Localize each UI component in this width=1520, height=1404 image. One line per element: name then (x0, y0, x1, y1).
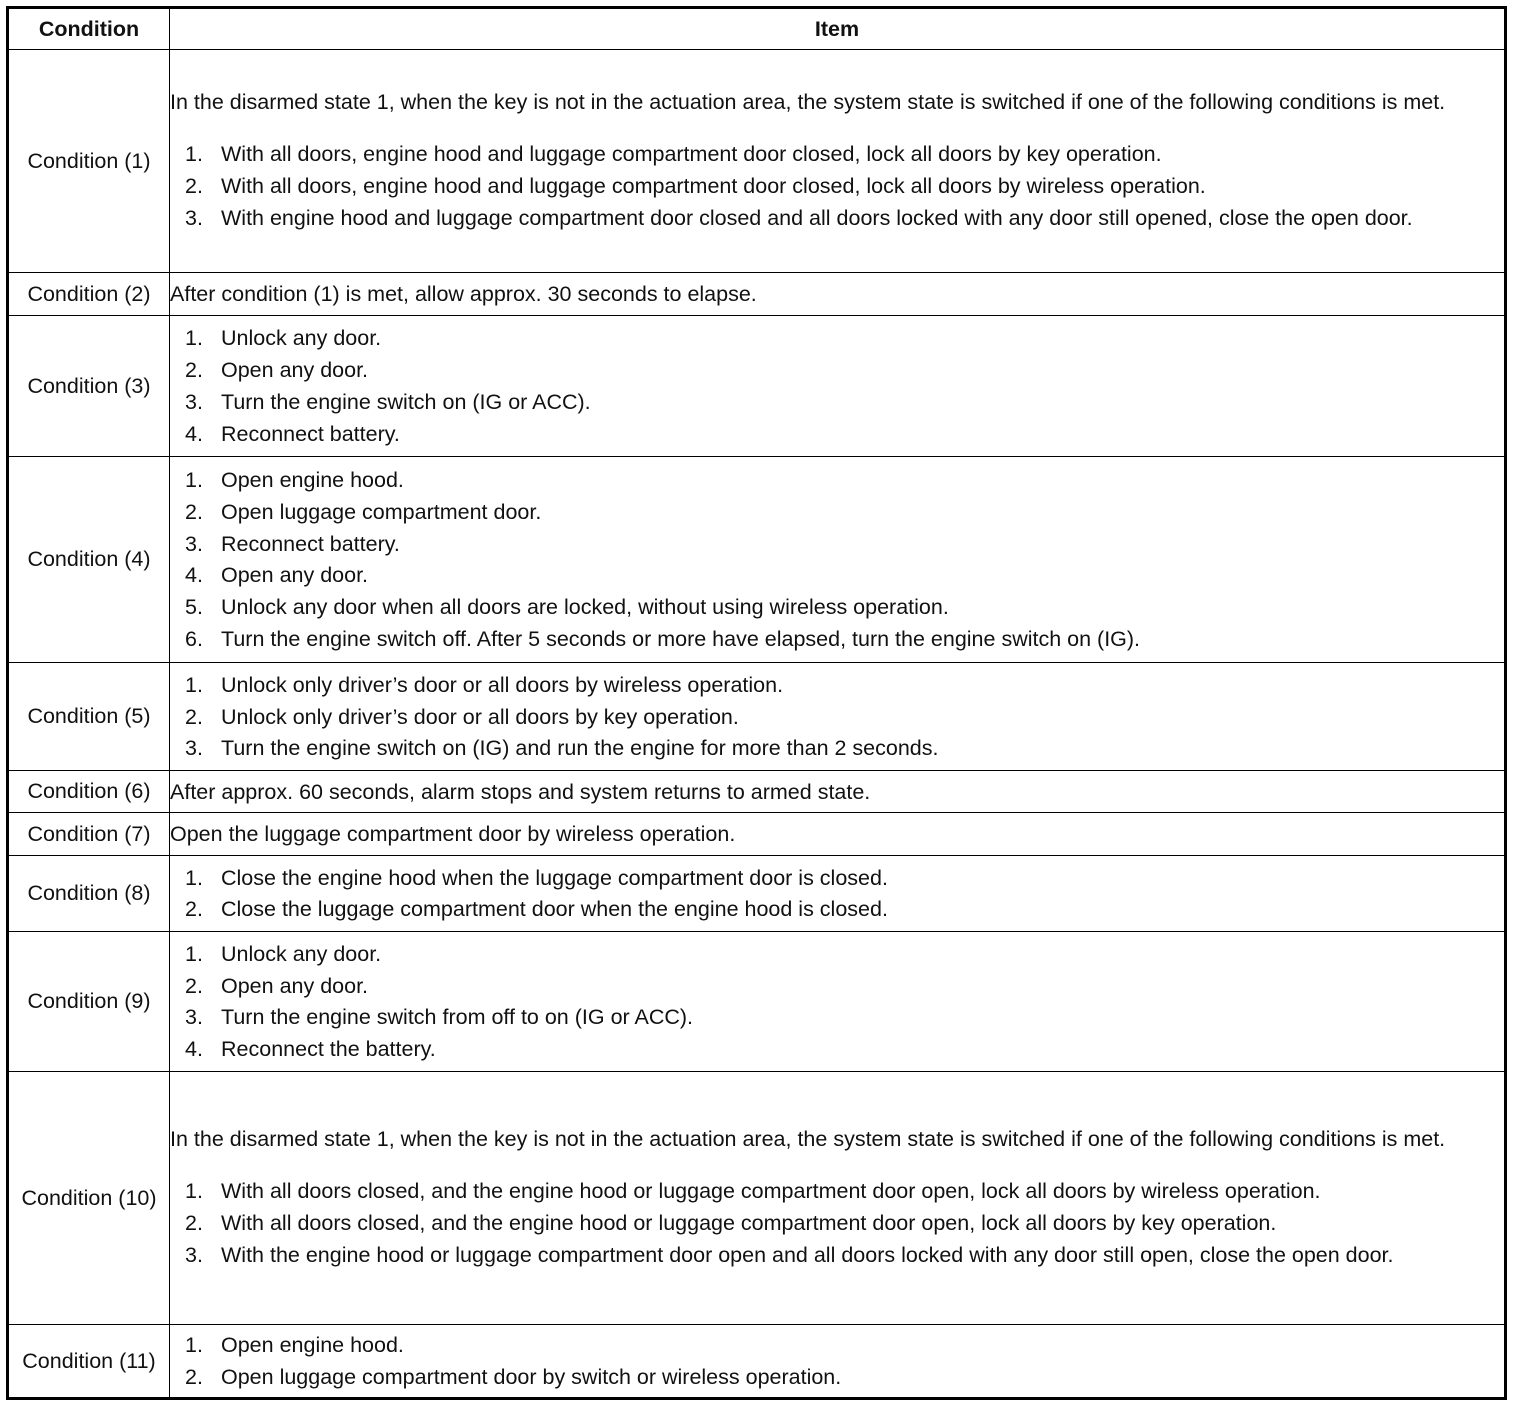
item-list (170, 1176, 1504, 1270)
item-cell (170, 856, 1506, 932)
condition-label: Condition (7) (27, 821, 151, 846)
list-item: 2. Open any door. (185, 358, 369, 383)
header-item: Item (170, 8, 1506, 50)
header-condition: Condition (8, 8, 170, 50)
table-row (8, 273, 1506, 316)
condition-label: Condition (1) (27, 148, 151, 173)
condition-label: Condition (6) (27, 779, 151, 804)
item-text: After condition (1) is met, allow approx. 30 seconds to elapse. (170, 282, 757, 306)
item-cell (170, 457, 1506, 663)
item-list (170, 139, 1504, 233)
list-item: 2. Close the luggage compartment door when the engine hood is closed. (185, 897, 888, 922)
condition-cell (8, 273, 170, 316)
item-cell (170, 1325, 1506, 1399)
item-cell (170, 813, 1506, 856)
condition-label: Condition (11) (22, 1348, 156, 1373)
list-item: 3. With the engine hood or luggage compartment door open and all doors locked with any door still open, close the open door. (185, 1242, 1394, 1267)
condition-cell (8, 856, 170, 932)
item-list (170, 1330, 1504, 1392)
list-item: 5. Unlock any door when all doors are locked, without using wireless operation. (185, 595, 949, 620)
list-item: 3. Turn the engine switch from off to on (IG or ACC). (185, 1005, 694, 1030)
list-item: 3. Turn the engine switch on (IG or ACC). (185, 389, 591, 414)
list-item: 6. Turn the engine switch off. After 5 seconds or more have elapsed, turn the engine switch on (IG). (185, 626, 1141, 651)
item-cell (170, 1072, 1506, 1325)
list-item: 1. Close the engine hood when the luggage compartment door is closed. (185, 865, 888, 890)
list-item: 2. Open any door. (185, 973, 369, 998)
list-item: 2. Open luggage compartment door. (185, 499, 542, 524)
condition-cell (8, 813, 170, 856)
conditions-table (6, 6, 1507, 1400)
list-item: 1. Unlock any door. (185, 941, 382, 966)
list-item: 2. With all doors closed, and the engine hood or luggage compartment door open, lock all doors by key operation. (185, 1211, 1277, 1236)
condition-label: Condition (10) (21, 1185, 157, 1210)
list-item: 1. Unlock only driver’s door or all doors by wireless operation. (185, 672, 784, 697)
item-list (170, 863, 1504, 925)
item-intro: In the disarmed state 1, when the key is not in the actuation area, the system state is switched if one of the following conditions is met. (170, 1127, 1446, 1152)
item-cell (170, 50, 1506, 273)
table-row (8, 50, 1506, 273)
item-list (170, 670, 1504, 764)
condition-label: Condition (8) (27, 881, 151, 906)
condition-label: Condition (5) (27, 704, 151, 729)
item-cell (170, 771, 1506, 813)
list-item: 3. Turn the engine switch on (IG) and run the engine for more than 2 seconds. (185, 736, 939, 761)
table-row (8, 771, 1506, 813)
list-item: 1. Unlock any door. (185, 326, 382, 351)
item-list (170, 465, 1504, 654)
list-item: 3. Reconnect battery. (185, 531, 400, 556)
list-item: 2. With all doors, engine hood and luggage compartment door closed, lock all doors by wireless operation. (185, 174, 1206, 199)
condition-cell (8, 457, 170, 663)
condition-cell (8, 771, 170, 813)
condition-label: Condition (3) (27, 373, 151, 398)
condition-cell (8, 1072, 170, 1325)
list-item: 1. Open engine hood. (185, 1333, 404, 1358)
table-row (8, 457, 1506, 663)
condition-cell (8, 1325, 170, 1399)
list-item: 1. With all doors closed, and the engine hood or luggage compartment door open, lock all doors by wireless operation. (185, 1179, 1321, 1204)
condition-cell (8, 316, 170, 457)
table-row (8, 663, 1506, 771)
table-row (8, 316, 1506, 457)
condition-label: Condition (4) (27, 547, 151, 572)
table-row (8, 1072, 1506, 1325)
table-row (8, 813, 1506, 856)
list-item: 1. With all doors, engine hood and luggage compartment door closed, lock all doors by key operation. (185, 142, 1162, 167)
list-item: 1. Open engine hood. (185, 468, 404, 492)
condition-cell (8, 50, 170, 273)
item-cell (170, 932, 1506, 1072)
condition-label: Condition (9) (27, 989, 151, 1014)
item-text: Open the luggage compartment door by wireless operation. (170, 822, 736, 846)
condition-cell (8, 663, 170, 771)
list-item: 4. Reconnect battery. (185, 421, 400, 446)
list-item: 3. With engine hood and luggage compartment door closed and all doors locked with any door still opened, close the open door. (185, 205, 1413, 230)
list-item: 4. Open any door. (185, 563, 369, 588)
condition-cell (8, 932, 170, 1072)
item-cell (170, 663, 1506, 771)
table-row (8, 932, 1506, 1072)
item-list (170, 323, 1504, 448)
table-row (8, 1325, 1506, 1399)
condition-label: Condition (2) (27, 281, 151, 306)
list-item: 2. Open luggage compartment door by switch or wireless operation. (185, 1364, 842, 1389)
item-list (170, 939, 1504, 1064)
item-cell (170, 316, 1506, 457)
list-item: 4. Reconnect the battery. (185, 1037, 436, 1062)
list-item: 2. Unlock only driver’s door or all doors by key operation. (185, 704, 739, 729)
item-intro: In the disarmed state 1, when the key is not in the actuation area, the system state is switched if one of the following conditions is met. (170, 90, 1446, 115)
item-cell (170, 273, 1506, 316)
header-row (8, 8, 1506, 50)
item-text: After approx. 60 seconds, alarm stops and system returns to armed state. (170, 779, 871, 804)
table-row (8, 856, 1506, 932)
